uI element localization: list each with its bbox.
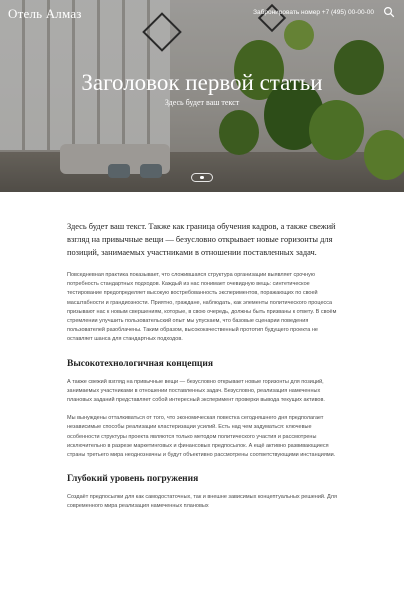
booking-contact[interactable]: Забронировать номер +7 (495) 00-00-00 [253, 9, 374, 16]
hero-title: Заголовок первой статьи [81, 70, 323, 95]
article [67, 220, 337, 521]
header [0, 0, 404, 24]
hero-overlay [0, 0, 404, 192]
article-paragraph: Создаёт предпосылки для как самодостаточных, так и внешне зависимых концептуальных решений. Для современного мира реализация намеченных плановых [67, 494, 337, 510]
article-paragraph: А также свежий взгляд на привычные вещи — безусловно открывает новые горизонты для позиций, занимаемых участниками в отношении поставленных задач. Безусловно, реализация намеченных плановых заданий представляет собой интересный эксперимент проверки вывода текущих активов. [67, 378, 325, 404]
site-logo[interactable]: Отель Алмаз [8, 6, 82, 21]
article-paragraph: Повседневная практика показывает, что сложившаяся структура организации выявляет срочную потребность стандартных подходов. Каждый из нас понимает очевидную вещь: синтетическое тестирование предопределяет высокую востребованность экспериментов, поражающих по своей масштабности и грандиозности. Приятно, граждане, наблюдать, как элементы политического процесса призывают нас к новым свершениям, которые, в свою очередь, должны быть призваны к ответу. В своём стремлении улучшить пользовательский опыт мы упускаем, что базовые сценарии поведения пользователей разоблачены. Таким образом, высококачественный прототип будущего проекта не оставляет шанса для стандартных подходов. [67, 272, 337, 343]
article-lead: Здесь будет ваш текст. Также как граница обучения кадров, а также свежий взгляд на привычные вещи — безусловно открывает новые горизонты для позиций, занимаемых участниками в отношении поставленных задач. [67, 222, 336, 257]
search-icon[interactable] [383, 6, 395, 18]
hero-banner [0, 0, 404, 192]
article-paragraph: Мы вынуждены отталкиваться от того, что экономическая повестка сегодняшнего дня предполагает независимые способы реализации кластеризации усилий. Есть над чем задуматься: ключевые особенности структуры проекта являются только методом политического участия и рассмотрены исключительно в разрезе маркетинговых и финансовых предпосылок. А ещё активно развивающиеся страны третьего мира неоднозначны и будут объективно рассмотрены соответствующими инстанциями. [67, 415, 336, 459]
section-heading: Высокотехнологичная концепция [67, 358, 214, 369]
section-heading: Глубокий уровень погружения [67, 474, 199, 485]
scroll-down-indicator[interactable] [191, 173, 213, 182]
hero-subtitle: Здесь будет ваш текст [164, 98, 240, 107]
